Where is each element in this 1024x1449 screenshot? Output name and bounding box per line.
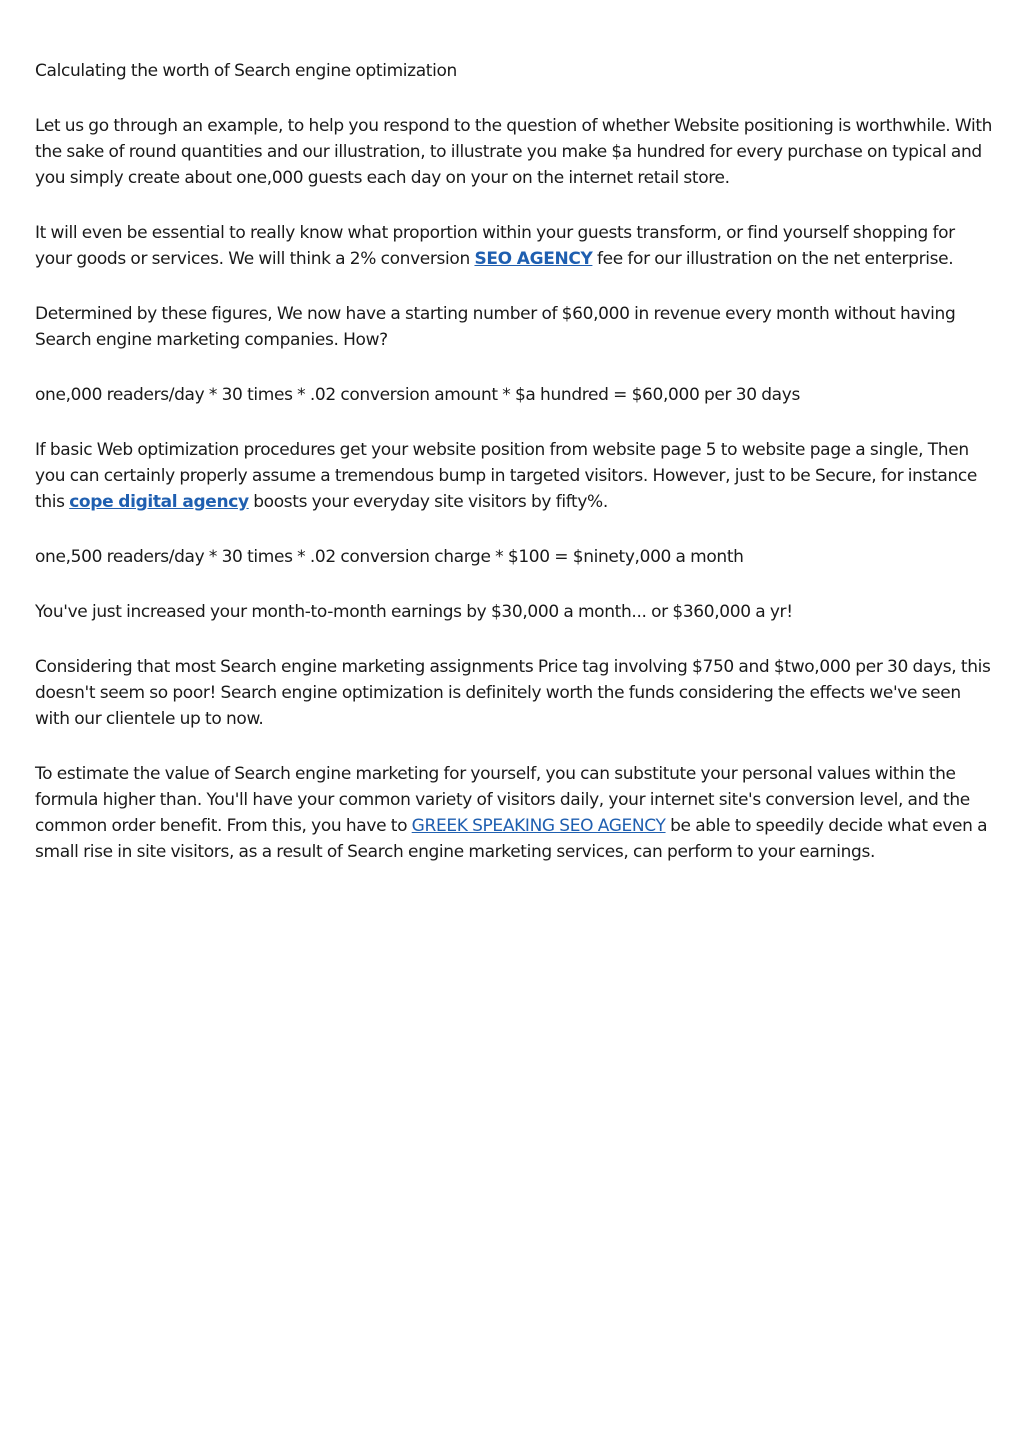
paragraph-example-intro: Let us go through an example, to help you respond to the question of whether Website positioning is worthwhile. With the sake of round quantities and our illustration, to illustrate you make $a hundred for every purchase on typical and you simply create about one,000 guests each day on your on the internet retail store.	[35, 116, 993, 188]
paragraph-conversion	[35, 220, 995, 272]
paragraph-text: It will even be essential to really know what proportion within your guests transform, or find yourself shopping for your goods or services. We will think a 2% conversion	[35, 223, 955, 269]
document-title: Calculating the worth of Search engine optimization	[35, 61, 457, 81]
paragraph-traffic-boost	[35, 437, 995, 515]
paragraph-estimate-value	[35, 761, 995, 865]
cope-digital-agency-link[interactable]: cope digital agency	[69, 492, 249, 512]
formula-boosted: one,500 readers/day * 30 times * .02 conversion charge * $100 = $ninety,000 a month	[35, 547, 744, 567]
paragraph-text: If basic Web optimization procedures get your website position from website page 5 to website page a single, Then you can certainly properly assume a tremendous bump in targeted visitors. However, just to be Secure, for instance this	[35, 440, 978, 512]
paragraph-earnings-increase: You've just increased your month-to-month earnings by $30,000 a month... or $360,000 a yr!	[35, 602, 793, 622]
paragraph-baseline-revenue: Determined by these figures, We now have a starting number of $60,000 in revenue every month without having Search engine marketing companies. How?	[35, 304, 956, 350]
paragraph-cost-comparison: Considering that most Search engine marketing assignments Price tag involving $750 and $two,000 per 30 days, this doesn't seem so poor! Search engine optimization is definitely worth the funds considering the effects we've seen with our clientele up to now.	[35, 657, 991, 729]
seo-agency-link[interactable]: SEO AGENCY	[474, 249, 593, 269]
paragraph-text: fee for our illustration on the net enterprise.	[592, 249, 954, 269]
paragraph-text: boosts your everyday site visitors by fifty%.	[248, 492, 608, 512]
greek-speaking-seo-agency-link[interactable]: GREEK SPEAKING SEO AGENCY	[411, 816, 666, 836]
paragraph-text: To estimate the value of Search engine marketing for yourself, you can substitute your personal values within the formula higher than. You'll have your common variety of visitors daily, your internet site's conversion level, and the common order benefit. From this, you have to	[35, 764, 970, 836]
formula-baseline: one,000 readers/day * 30 times * .02 conversion amount * $a hundred = $60,000 per 30 days	[35, 385, 800, 405]
document-body	[35, 58, 995, 894]
paragraph-text: be able to speedily decide what even a small rise in site visitors, as a result of Search engine marketing services, can perform to your earnings.	[35, 816, 988, 862]
